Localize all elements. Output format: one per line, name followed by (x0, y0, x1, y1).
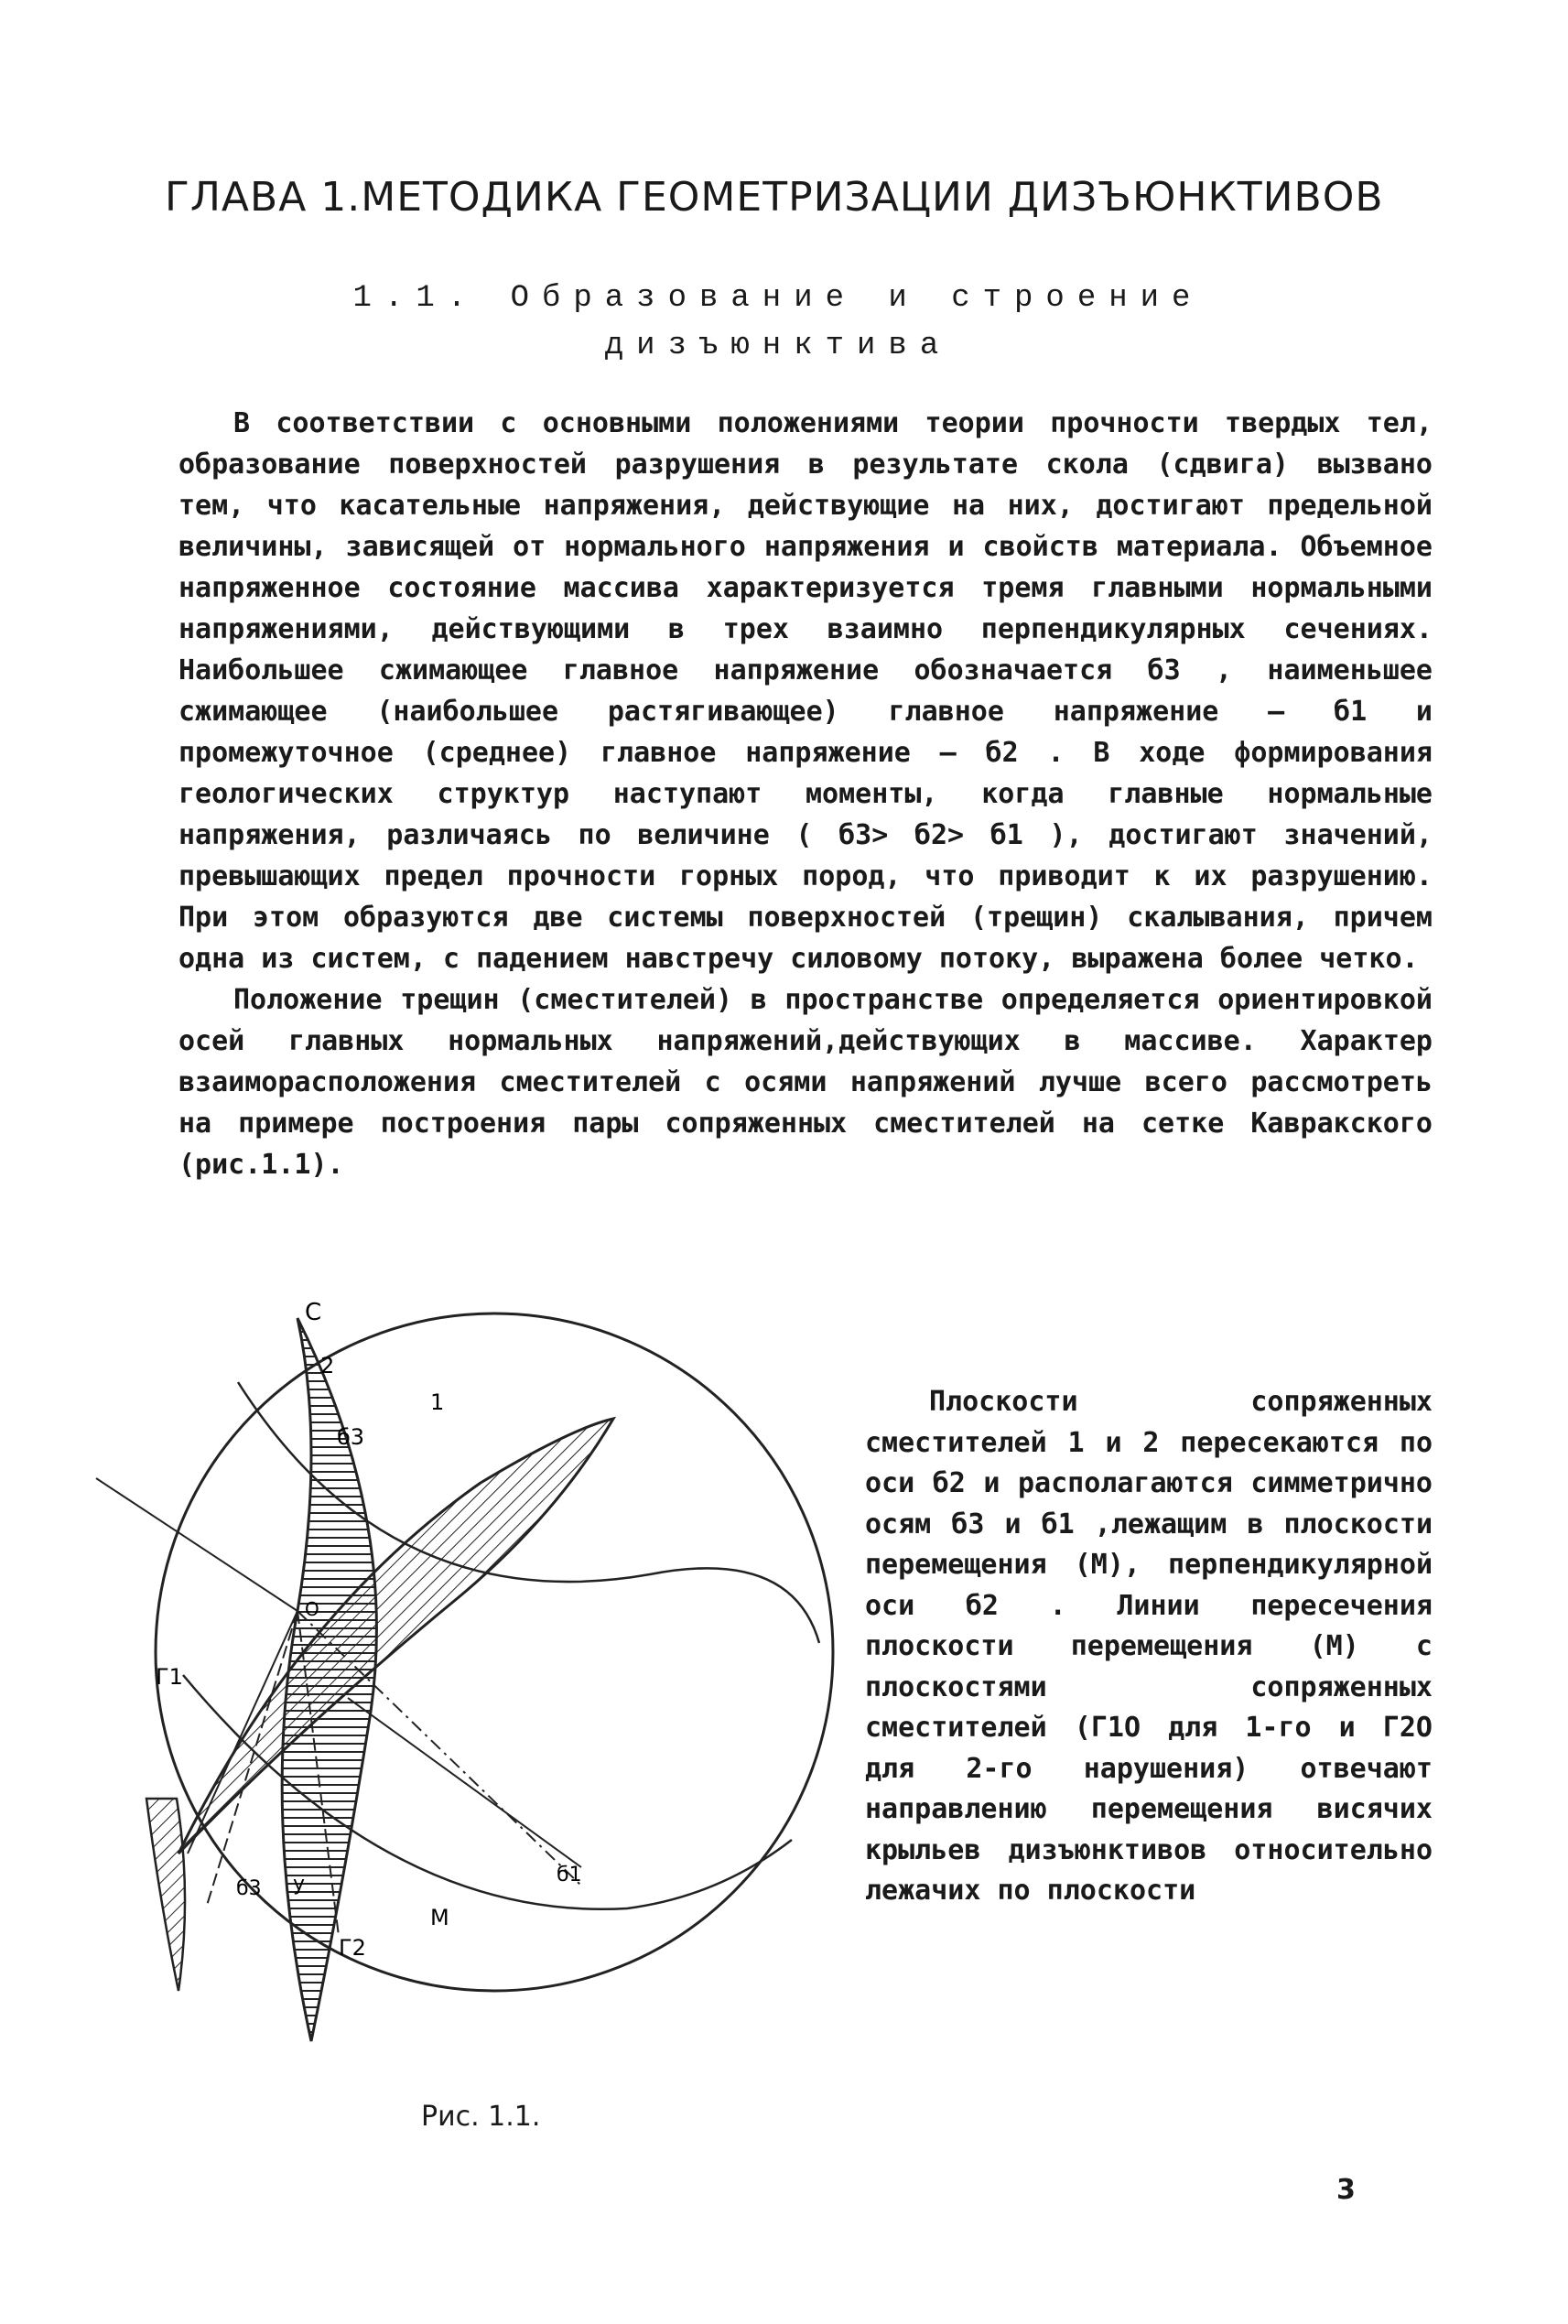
label-y: у (293, 1873, 306, 1896)
label-sigma3-top: б3 (337, 1424, 365, 1450)
paragraph: Плоскости сопряженных сместителей 1 и 2 пересекаются по оси б2 и располагаются симметрично осям б3 и б1 ,лежащим в плоскости перемещения (M), перпендикулярной оси б2 . Линии пересечения плоскости перемещения (M) с плоскостями сопряженных сместителей (Г1О для 1-го и Г2О для 2-го нарушения) отвечают направлению перемещения висячих крыльев дизъюнктивов относительно лежачих по плоскости (865, 1386, 1433, 1907)
label-c: С (305, 1299, 322, 1326)
figure-caption: Рис. 1.1. (421, 2101, 541, 2133)
paragraph: Положение трещин (сместителей) в пространстве определяется ориентировкой осей главных нормальных напряжений,действующих в массиве. Характер взаиморасположения сместителей с осями напряжений лучше всего рассмотреть на примере построения пары сопряженных сместителей на сетке Кавракского (рис.1.1). (178, 984, 1433, 1181)
chapter-title: ГЛАВА 1.МЕТОДИКА ГЕОМЕТРИЗАЦИИ ДИЗЪЮНКТИВОВ (165, 174, 1384, 221)
wulff-net-figure (151, 1299, 847, 2032)
page-number: 3 (1336, 2174, 1356, 2206)
axis-line (348, 1698, 581, 1867)
label-sigma1: б1 (557, 1864, 582, 1886)
axis-line (96, 1478, 297, 1611)
section-title-line1: 1.1. Образование и строение (352, 281, 1204, 316)
label-o: О (305, 1598, 319, 1620)
plane-lower-wedge (146, 1799, 185, 1991)
side-text (865, 1382, 1433, 1912)
body-text (178, 403, 1433, 1185)
paragraph: В соответствии с основными положениями теории прочности твердых тел, образование поверхностей разрушения в результате скола (сдвига) вызвано тем, что касательные напряжения, действующие на них, достигают предельной величины, зависящей от нормального напряжения и свойств материала. Объемное напряженное состояние массива характеризуется тремя главными нормальными напряжениями, действующими в трех взаимно перпендикулярных сечениях. Наибольшее сжимающее главное напряжение обозначается б3 , наименьшее сжимающее (наибольшее растягивающее) главное напряжение – б1 и промежуточное (среднее) главное напряжение – б2 . В ходе формирования геологических структур наступают моменты, когда главные нормальные напряжения, различаясь по величине ( б3> б2> б1 ), достигают значений, превышающих предел прочности горных пород, что приводит к их разрушению. При этом образуются две системы поверхностей (трещин) скалывания, причем одна из систем, с падением навстречу силовому потоку, выражена более четко. (178, 407, 1433, 975)
section-title-line2: дизъюнктива (604, 329, 952, 363)
label-sigma3-bottom: б3 (236, 1877, 262, 1900)
label-g2: Г2 (339, 1935, 366, 1961)
label-g1: Г1 (156, 1664, 183, 1690)
label-2: 2 (320, 1353, 335, 1378)
label-m: М (430, 1905, 449, 1930)
label-1: 1 (430, 1389, 445, 1415)
section-title (275, 275, 1281, 370)
